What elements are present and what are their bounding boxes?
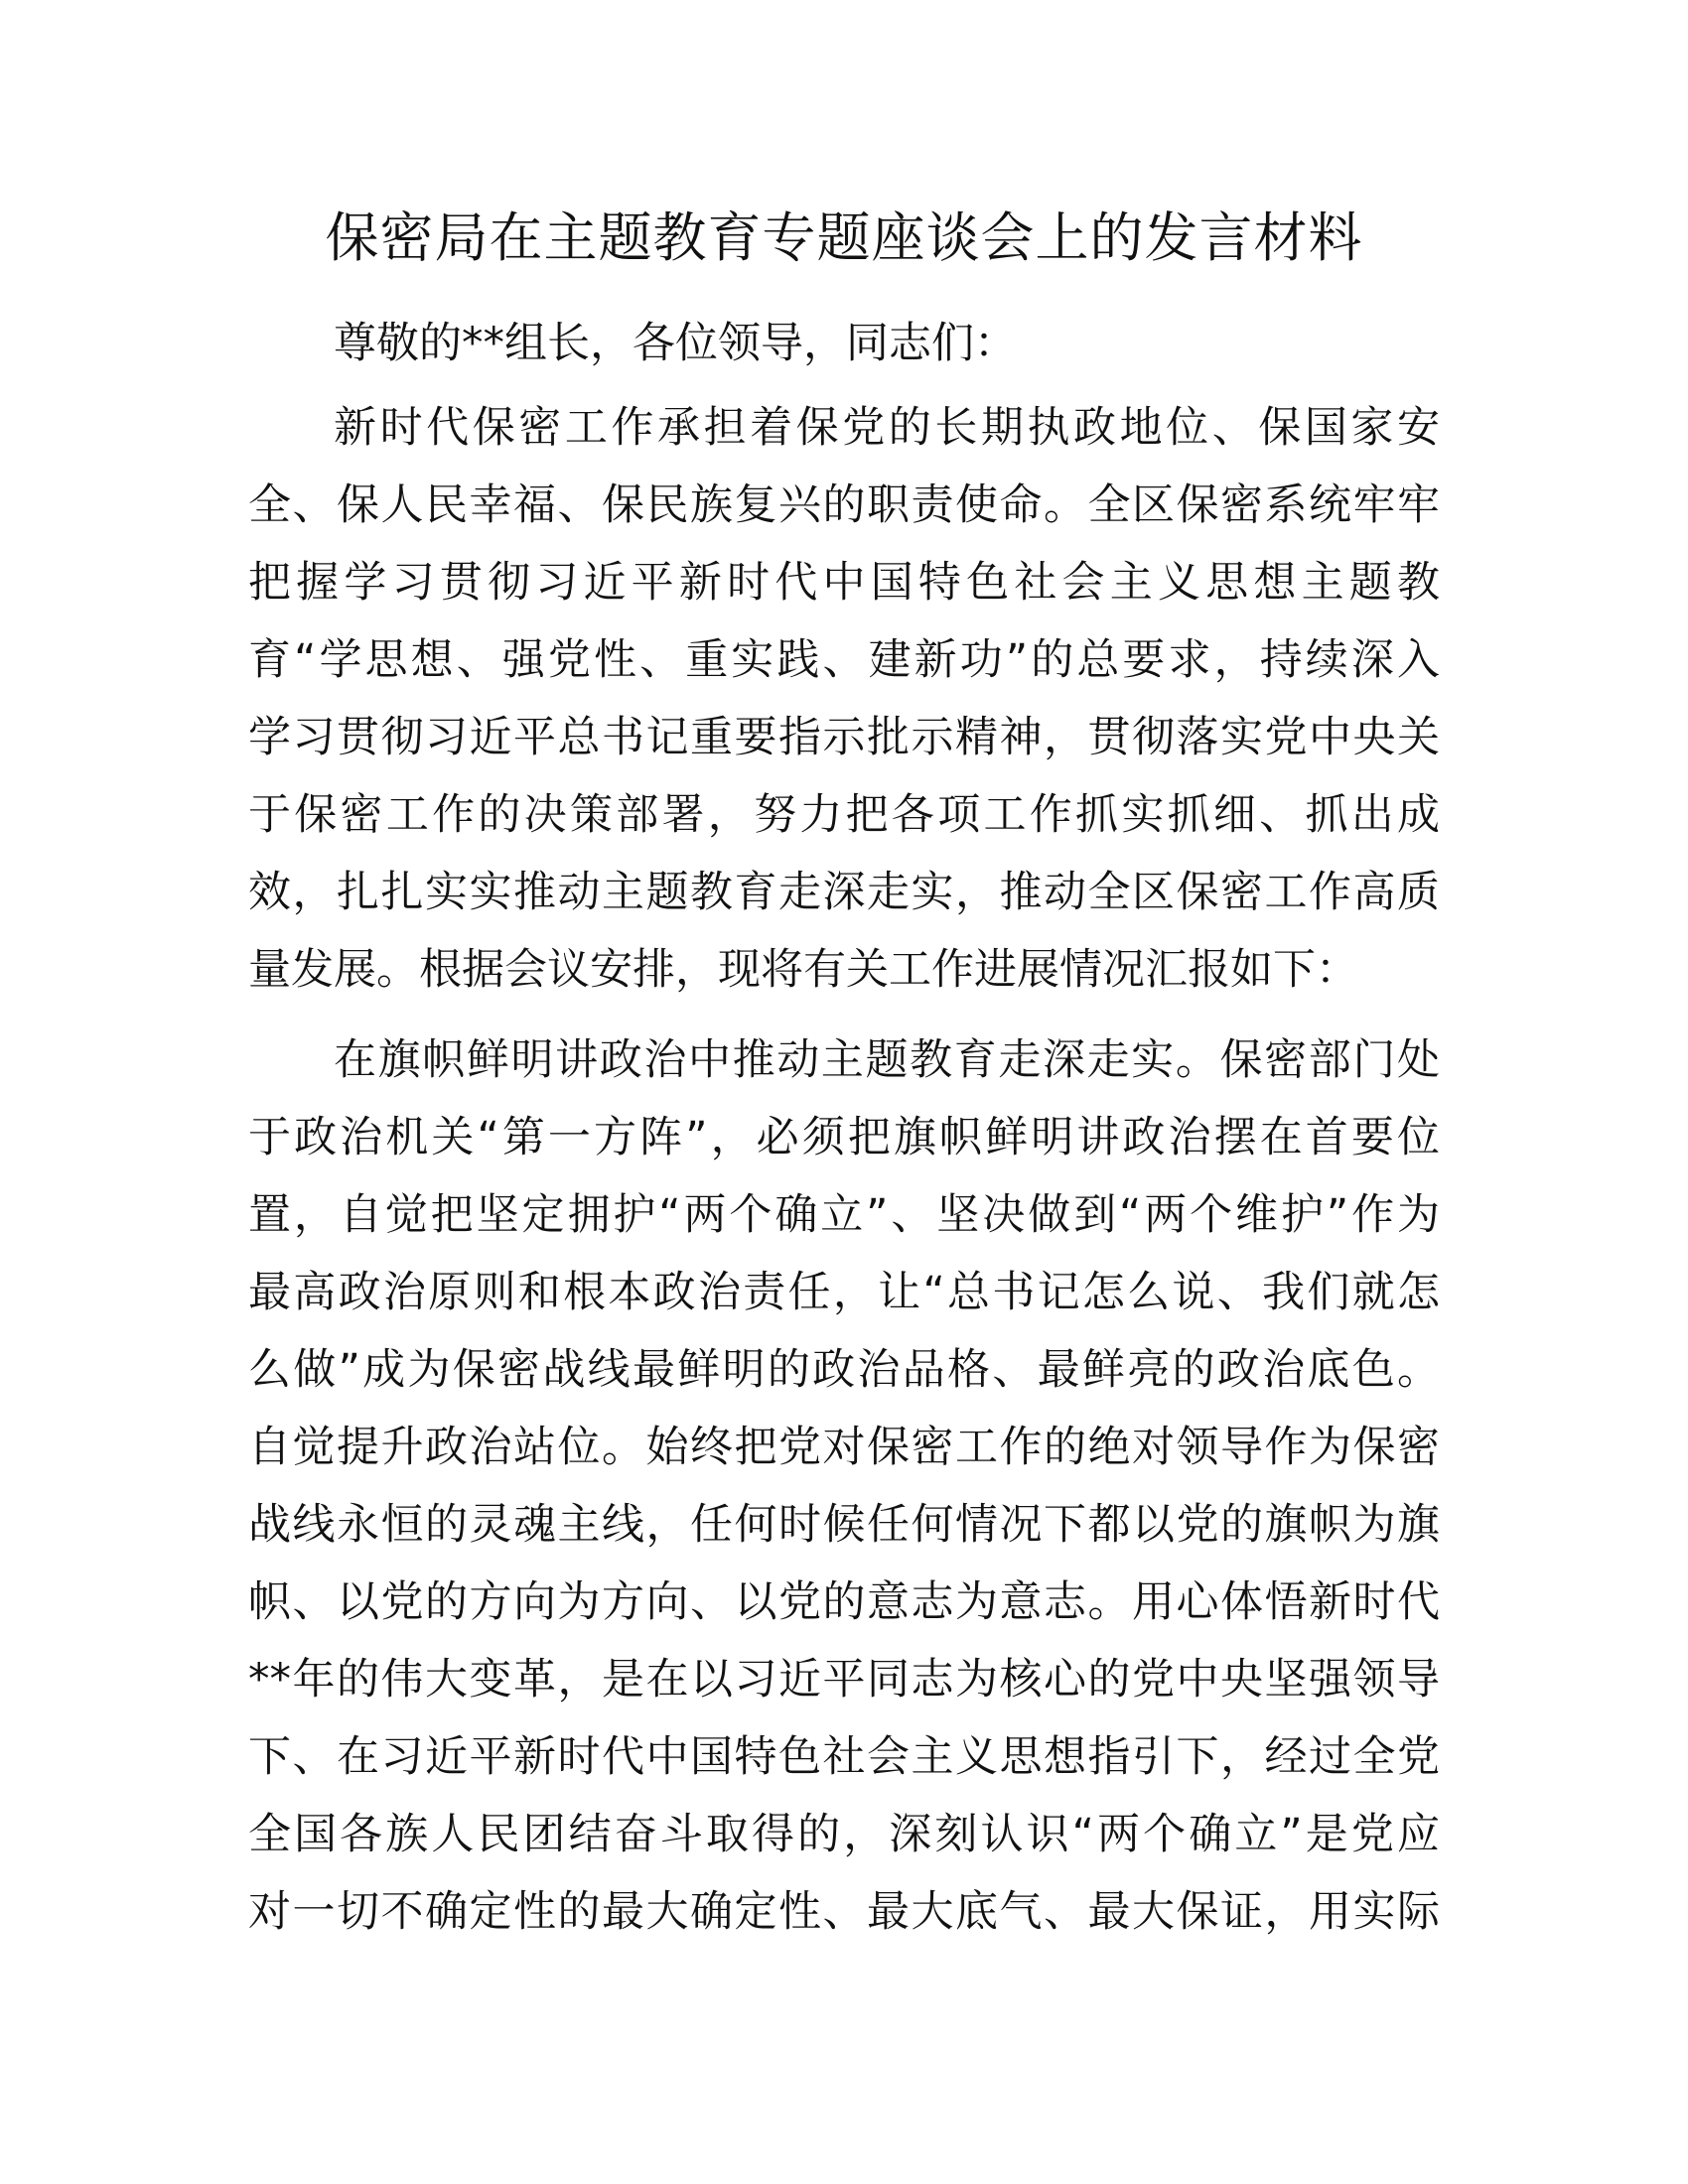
paragraph-line: 帜、以党的方向为方向、以党的意志为意志。用心体悟新时代 (248, 1577, 1440, 1627)
paragraph-line: 把握学习贯彻习近平新时代中国特色社会主义思想主题教 (248, 558, 1440, 608)
paragraph-line: 效，扎扎实实推动主题教育走深走实，推动全区保密工作高质 (248, 868, 1440, 917)
paragraph-line: 全、保人民幸福、保民族复兴的职责使命。全区保密系统牢牢 (248, 480, 1440, 530)
paragraph-line: 么做”成为保密战线最鲜明的政治品格、最鲜亮的政治底色。 (248, 1345, 1440, 1395)
paragraph-line: 置，自觉把坚定拥护“两个确立”、坚决做到“两个维护”作为 (248, 1190, 1440, 1240)
paragraph-line: **年的伟大变革，是在以习近平同志为核心的党中央坚强领导 (248, 1655, 1440, 1705)
paragraph-line: 最高政治原则和根本政治责任，让“总书记怎么说、我们就怎 (248, 1268, 1440, 1317)
paragraph-line: 在旗帜鲜明讲政治中推动主题教育走深走实。保密部门处 (334, 1035, 1440, 1085)
paragraph-line: 下、在习近平新时代中国特色社会主义思想指引下，经过全党 (248, 1732, 1440, 1782)
document-title: 保密局在主题教育专题座谈会上的发言材料 (325, 206, 1363, 269)
paragraph-line: 新时代保密工作承担着保党的长期执政地位、保国家安 (334, 403, 1440, 453)
paragraph-line: 育“学思想、强党性、重实践、建新功”的总要求，持续深入 (248, 635, 1440, 685)
paragraph-line: 于保密工作的决策部署，努力把各项工作抓实抓细、抓出成 (248, 790, 1440, 840)
paragraph-line: 战线永恒的灵魂主线，任何时候任何情况下都以党的旗帜为旗 (248, 1500, 1440, 1550)
paragraph-line: 自觉提升政治站位。始终把党对保密工作的绝对领导作为保密 (248, 1423, 1440, 1472)
paragraph-line: 全国各族人民团结奋斗取得的，深刻认识“两个确立”是党应 (248, 1810, 1440, 1859)
paragraph-line: 于政治机关“第一方阵”，必须把旗帜鲜明讲政治摆在首要位 (248, 1113, 1440, 1162)
paragraph-line: 学习贯彻习近平总书记重要指示批示精神，贯彻落实党中央关 (248, 713, 1440, 762)
greeting: 尊敬的**组长，各位领导，同志们： (334, 319, 1017, 368)
paragraph-line: 对一切不确定性的最大确定性、最大底气、最大保证，用实际 (248, 1887, 1440, 1937)
paragraph-line: 量发展。根据会议安排，现将有关工作进展情况汇报如下： (248, 945, 1358, 995)
